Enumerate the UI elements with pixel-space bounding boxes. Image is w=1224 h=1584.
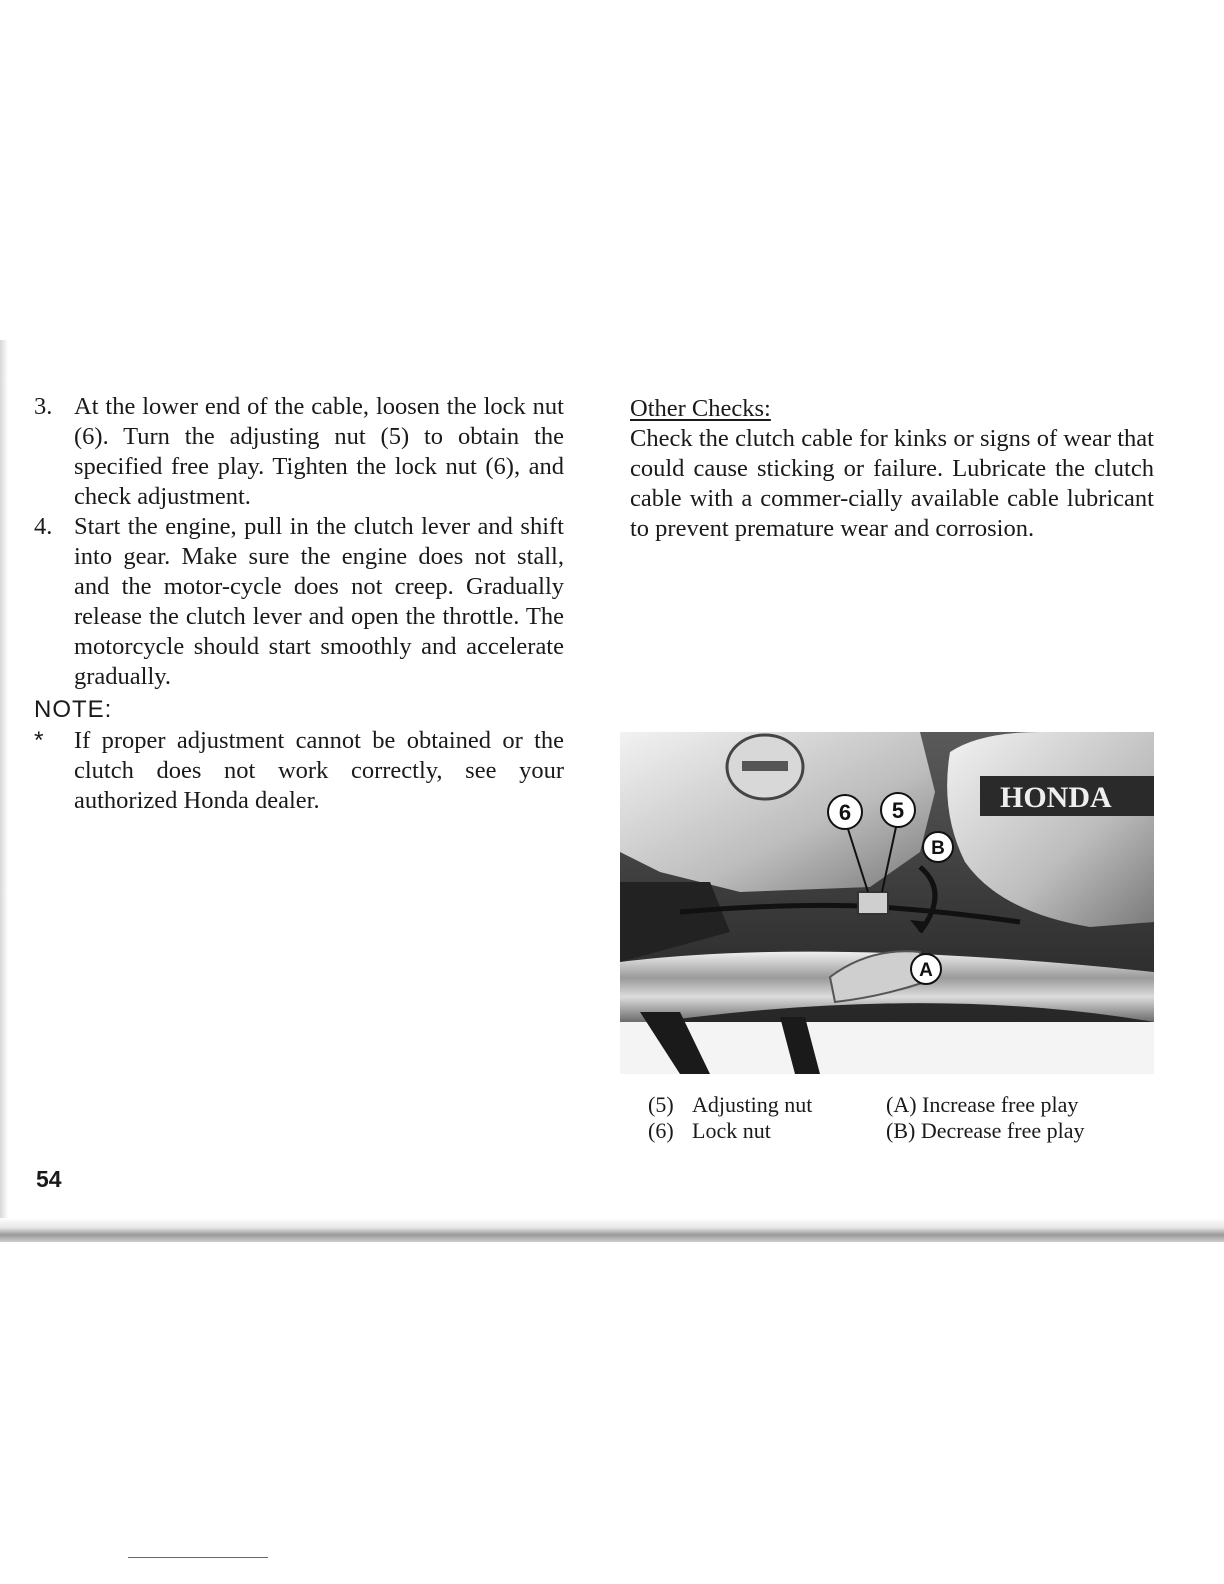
callout-6-label: 6 xyxy=(838,800,852,825)
caption-num: (B) xyxy=(886,1118,916,1143)
other-checks-text: Check the clutch cable for kinks or signs of wear that could cause sticking or failure. Lubricate the clutch cable with a commer-cially available cable lubricant to prevent premature wear and corrosion. xyxy=(630,425,1154,542)
step-number: 3. xyxy=(34,393,53,420)
other-checks-heading: Other Checks: xyxy=(630,395,771,422)
page-number: 54 xyxy=(36,1166,62,1192)
left-column xyxy=(34,392,564,816)
asterisk-bullet: * xyxy=(34,727,44,754)
caption-label: Increase free play xyxy=(922,1092,1079,1117)
step-3 xyxy=(34,392,564,512)
caption-num: (6) xyxy=(648,1118,674,1143)
step-number: 4. xyxy=(34,513,53,540)
step-text: At the lower end of the cable, loosen the lock nut (6). Turn the adjusting nut (5) to obtain the specified free play. Tighten the lock nut (6), and check adjustment. xyxy=(74,393,564,510)
caption-num: (5) xyxy=(648,1092,674,1117)
step-4 xyxy=(34,512,564,692)
honda-logo-text: HONDA xyxy=(1000,781,1112,814)
note-item xyxy=(34,726,564,816)
right-column xyxy=(630,394,1154,544)
note-heading: NOTE: xyxy=(34,696,113,723)
callout-a-label: A xyxy=(919,960,933,981)
callout-5-label: 5 xyxy=(891,798,905,823)
page-bottom-edge xyxy=(0,1218,1224,1242)
caption-label: Lock nut xyxy=(692,1118,771,1143)
caption-label: Decrease free play xyxy=(920,1118,1085,1143)
caption-row xyxy=(648,1092,1148,1118)
divider-line xyxy=(128,1557,268,1558)
photo-captions xyxy=(648,1092,1148,1144)
caption-label: Adjusting nut xyxy=(692,1092,813,1117)
clutch-adjuster-photo xyxy=(620,732,1154,1074)
page-shadow xyxy=(0,340,8,1230)
note-text: If proper adjustment cannot be obtained or the clutch does not work correctly, see your authorized Honda dealer. xyxy=(74,727,564,814)
callout-b-label: B xyxy=(931,838,945,859)
caption-row xyxy=(648,1118,1148,1144)
caption-num: (A) xyxy=(886,1092,917,1117)
step-text: Start the engine, pull in the clutch lever and shift into gear. Make sure the engine does not stall, and the motor-cycle does not creep. Gradually release the clutch lever and open the throttle. The motorcycle should start smoothly and accelerate gradually. xyxy=(74,513,564,690)
